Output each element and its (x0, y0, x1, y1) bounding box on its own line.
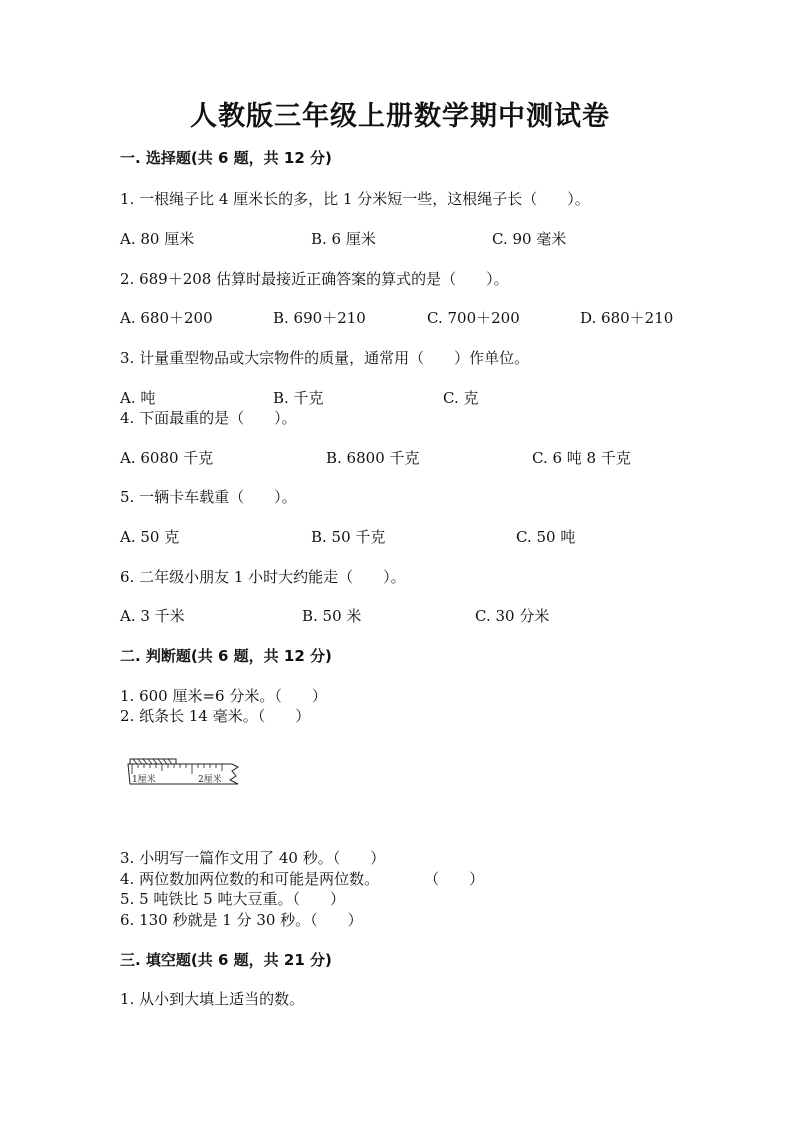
ruler-label-2: 2厘米 (198, 775, 222, 785)
option-a: A. 50 克 (120, 528, 180, 546)
question-text: 2. 689＋208 估算时最接近正确答案的算式的是（ ）。 (120, 270, 509, 288)
option-d: D. 680＋210 (580, 309, 674, 327)
option-a: A. 吨 (120, 389, 156, 407)
question-text: 5. 5 吨铁比 5 吨大豆重。（ ） (120, 890, 345, 908)
section-heading-fill: 三. 填空题(共 6 题，共 21 分) (120, 951, 332, 969)
option-b: B. 690＋210 (273, 309, 366, 327)
option-c: C. 克 (443, 389, 479, 407)
option-b: B. 6800 千克 (326, 449, 420, 467)
question-text: 1. 从小到大填上适当的数。 (120, 990, 305, 1008)
question-text: 6. 130 秒就是 1 分 30 秒。（ ） (120, 911, 363, 929)
ruler-ticks (132, 764, 222, 774)
question-text: 6. 二年级小朋友 1 小时大约能走（ ）。 (120, 568, 406, 586)
option-b: B. 6 厘米 (311, 230, 376, 248)
option-b: B. 50 千克 (311, 528, 386, 546)
option-a: A. 6080 千克 (120, 449, 214, 467)
ruler-figure (120, 758, 245, 798)
option-c: C. 50 吨 (516, 528, 576, 546)
section-heading-choice: 一. 选择题(共 6 题，共 12 分) (120, 149, 332, 167)
option-c: C. 700＋200 (427, 309, 520, 327)
option-a: A. 680＋200 (120, 309, 213, 327)
question-text: 4. 两位数加两位数的和可能是两位数。 （ ） (120, 870, 485, 888)
question-text: 4. 下面最重的是（ ）。 (120, 409, 297, 427)
page-title: 人教版三年级上册数学期中测试卷 (190, 101, 610, 132)
question-text: 1. 600 厘米=6 分米。（ ） (120, 687, 327, 705)
option-a: A. 80 厘米 (120, 230, 195, 248)
option-c: C. 30 分米 (475, 607, 550, 625)
option-c: C. 90 毫米 (492, 230, 567, 248)
question-text: 3. 计量重型物品或大宗物件的质量，通常用（ ）作单位。 (120, 349, 530, 367)
ruler-label-1: 1厘米 (132, 775, 156, 785)
option-a: A. 3 千米 (120, 607, 185, 625)
question-text: 5. 一辆卡车载重（ ）。 (120, 488, 297, 506)
question-text: 2. 纸条长 14 毫米。（ ） (120, 707, 311, 725)
question-text: 1. 一根绳子比 4 厘米长的多，比 1 分米短一些，这根绳子长（ ）。 (120, 190, 590, 208)
option-b: B. 50 米 (302, 607, 362, 625)
question-text: 3. 小明写一篇作文用了 40 秒。（ ） (120, 849, 386, 867)
option-b: B. 千克 (273, 389, 324, 407)
section-heading-judge: 二. 判断题(共 6 题，共 12 分) (120, 647, 332, 665)
option-c: C. 6 吨 8 千克 (532, 449, 631, 467)
